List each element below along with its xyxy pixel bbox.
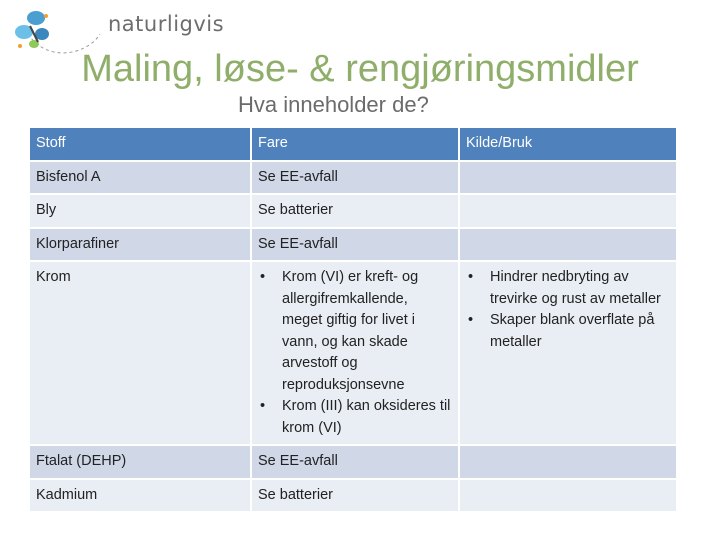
page-subtitle: Hva inneholder de? (238, 92, 429, 117)
fare-bullet-list (258, 267, 452, 439)
cell-stoff: Kadmium (29, 479, 251, 513)
cell-fare: Se batterier (251, 479, 459, 513)
logo-text: naturligvis (108, 12, 225, 36)
cell-kilde (459, 161, 677, 195)
fare-bullet: • Krom (VI) er kreft- og allergifremkallende, meget giftig for livet i vann, og kan skade arvestoff og reproduksjonsevne (258, 267, 452, 396)
cell-fare: Se EE-avfall (251, 161, 459, 195)
table-header-row (29, 127, 677, 161)
substances-table (28, 126, 678, 513)
cell-stoff: Klorparafiner (29, 228, 251, 262)
page-title: Maling, løse- & rengjøringsmidler (81, 48, 639, 90)
table-row (29, 228, 677, 262)
cell-kilde (459, 194, 677, 228)
cell-fare: Se EE-avfall (251, 228, 459, 262)
table-row (29, 261, 677, 445)
cell-stoff: Ftalat (DEHP) (29, 445, 251, 479)
cell-fare: Se batterier (251, 194, 459, 228)
kilde-bullet-list (466, 267, 670, 353)
header-stoff: Stoff (29, 127, 251, 161)
cell-kilde (459, 479, 677, 513)
table-row (29, 161, 677, 195)
cell-fare (251, 261, 459, 445)
fare-bullet: • Krom (III) kan oksideres til krom (VI) (258, 396, 452, 439)
cell-stoff: Bisfenol A (29, 161, 251, 195)
kilde-bullet: • Skaper blank overflate på metaller (466, 310, 670, 353)
cell-kilde (459, 445, 677, 479)
cell-kilde (459, 261, 677, 445)
header-kilde: Kilde/Bruk (459, 127, 677, 161)
cell-fare: Se EE-avfall (251, 445, 459, 479)
header-fare: Fare (251, 127, 459, 161)
cell-stoff: Krom (29, 261, 251, 445)
table-row (29, 194, 677, 228)
cell-kilde (459, 228, 677, 262)
kilde-bullet: • Hindrer nedbryting av trevirke og rust av metaller (466, 267, 670, 310)
cell-stoff: Bly (29, 194, 251, 228)
table-row (29, 479, 677, 513)
table-row (29, 445, 677, 479)
